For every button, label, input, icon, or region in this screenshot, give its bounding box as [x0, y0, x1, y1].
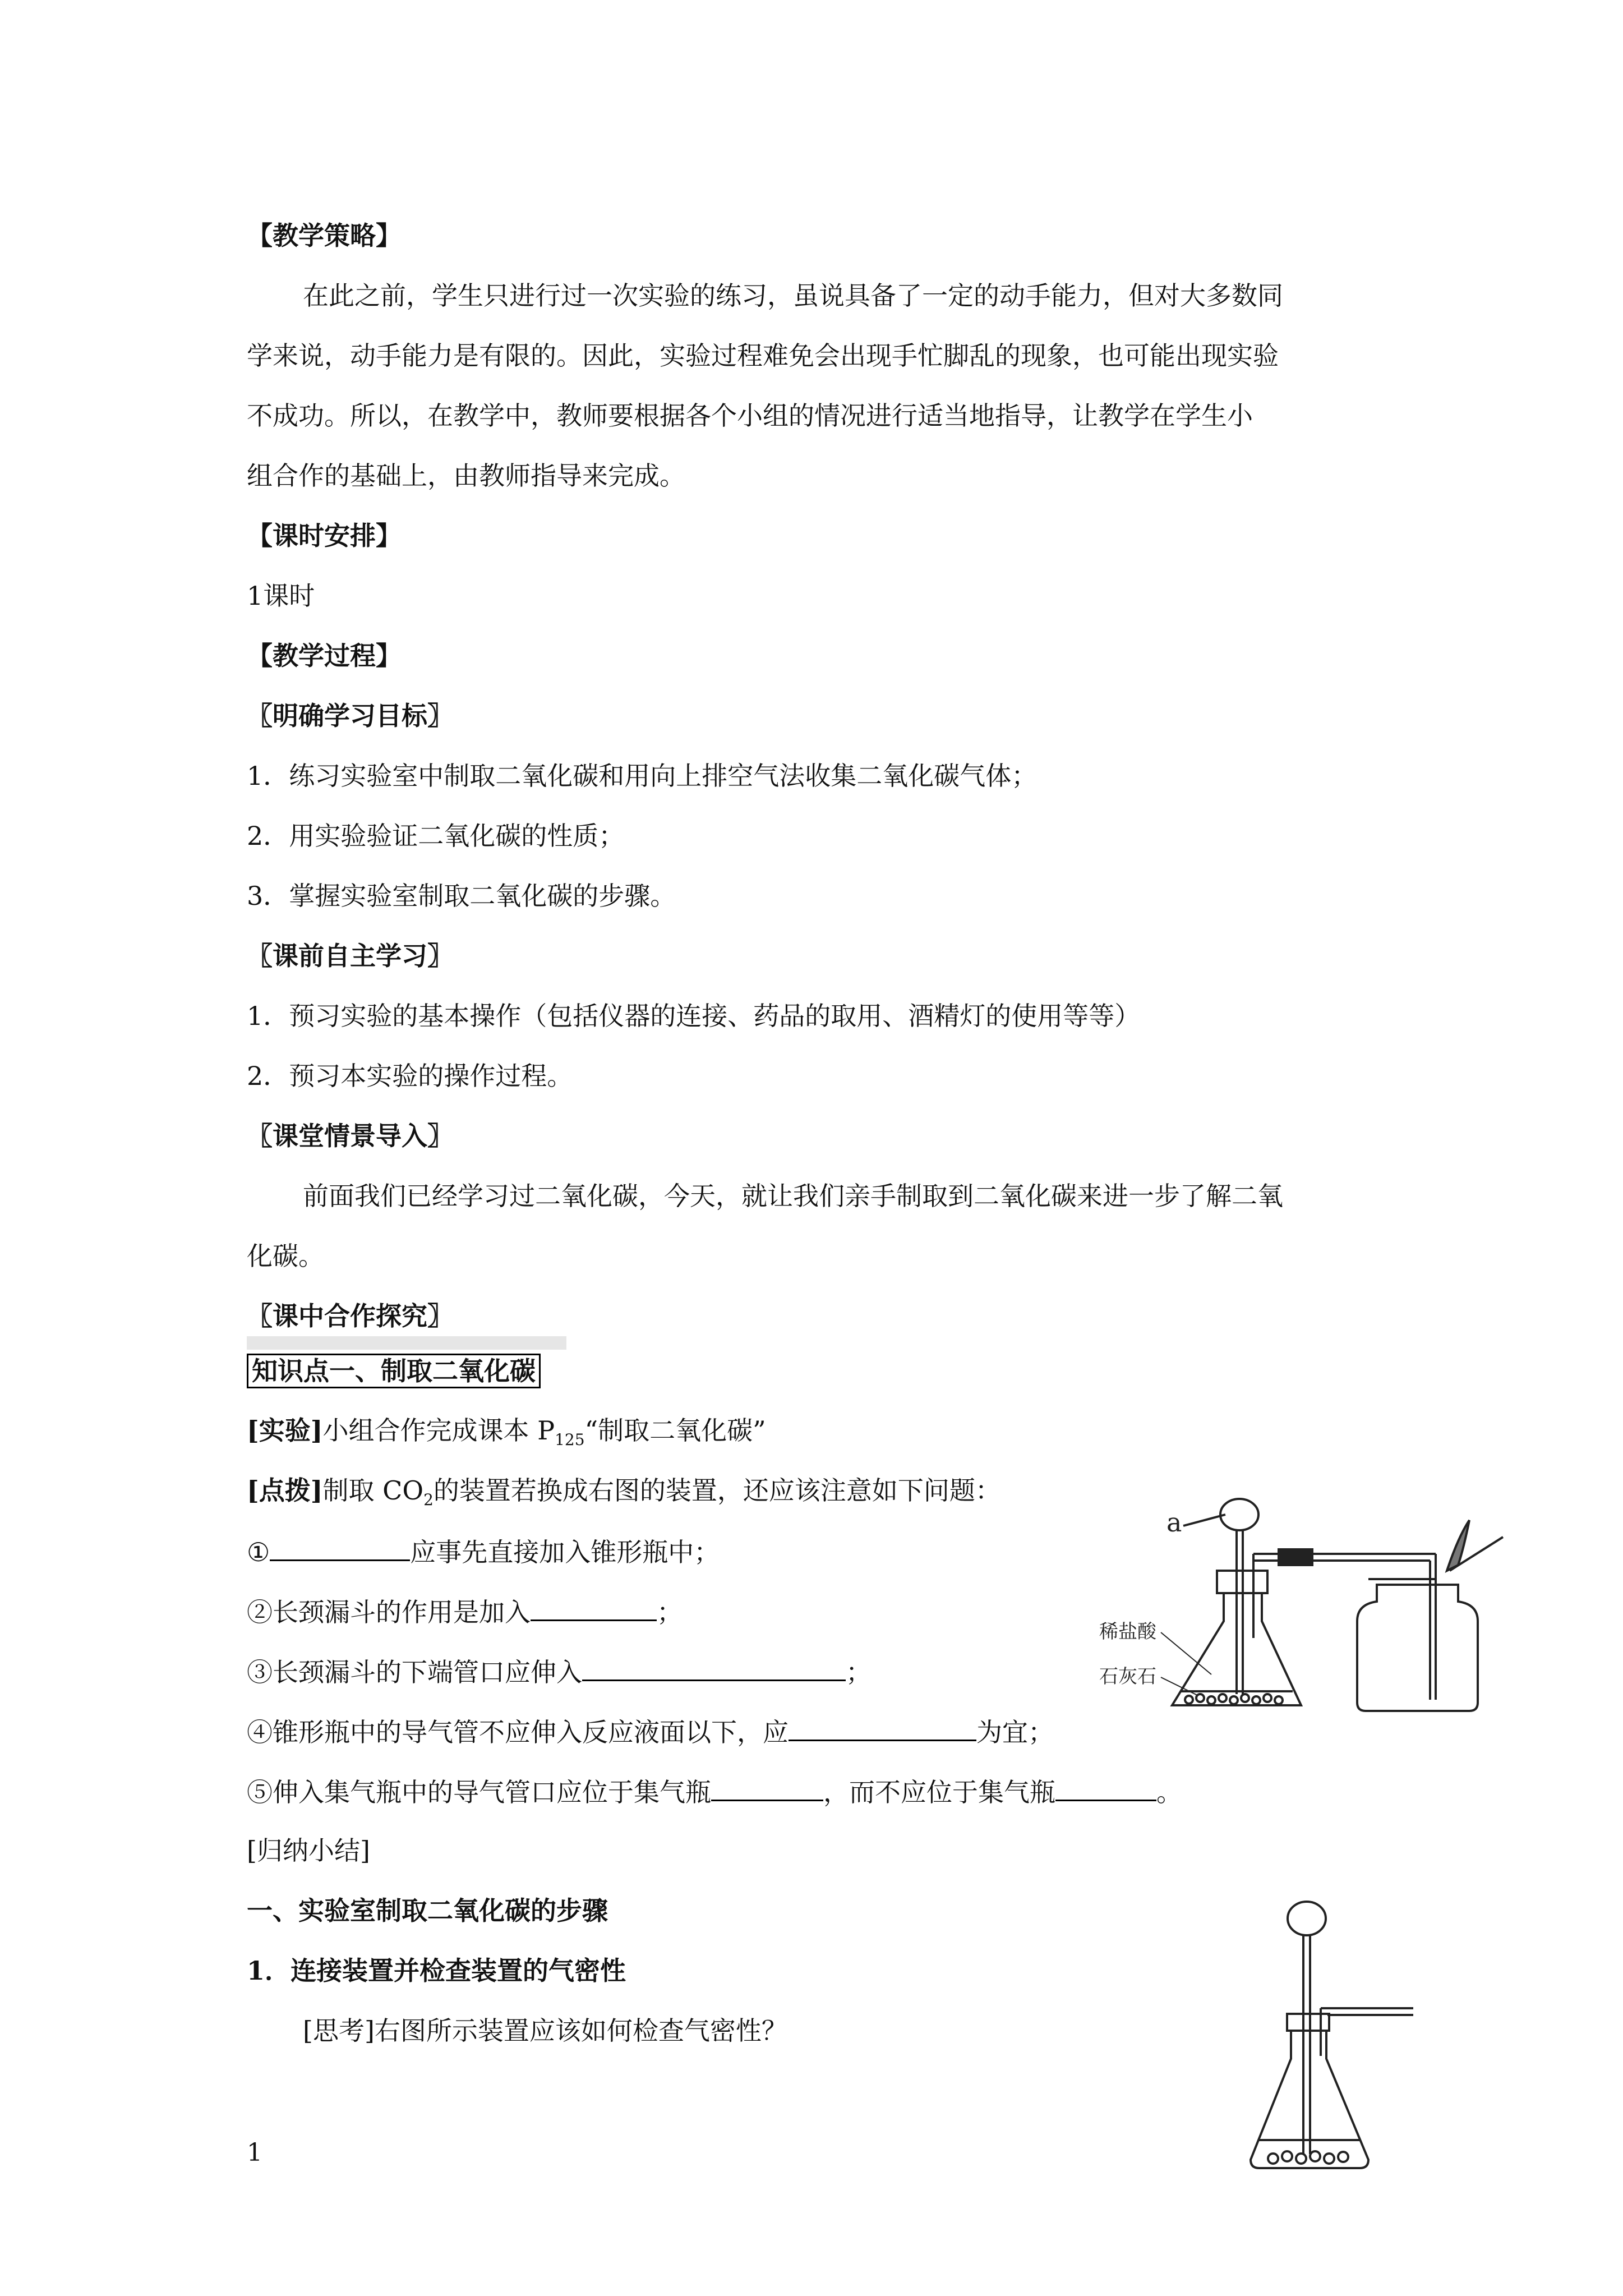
experiment-page-sub: 125	[555, 1430, 585, 1450]
q5-end: 。	[1156, 1777, 1182, 1807]
heading-intro: 〖课堂情景导入〗	[247, 1121, 453, 1151]
q1-text: 应事先直接加入锥形瓶中；	[410, 1537, 720, 1567]
question-3	[247, 1654, 872, 1689]
burning-splint-icon	[1447, 1520, 1469, 1571]
apparatus-figure-1	[1099, 1453, 1525, 1717]
summary-tag: [归纳小结]	[247, 1835, 370, 1866]
question-5	[247, 1774, 1182, 1809]
label-acid: 稀盐酸	[1099, 1621, 1156, 1643]
q4-blank[interactable]	[789, 1714, 976, 1741]
question-4	[247, 1714, 1054, 1749]
heading-schedule: 【课时安排】	[247, 521, 402, 551]
thistle-funnel-bulb-2	[1288, 1902, 1326, 1935]
goal-2: 2．用实验验证二氧化碳的性质；	[247, 821, 625, 851]
q3-text: ③长颈漏斗的下端管口应伸入	[247, 1657, 582, 1687]
q1-marker: ①	[247, 1537, 270, 1567]
strategy-line-4: 组合作的基础上，由教师指导来完成。	[247, 461, 685, 491]
q1-blank[interactable]	[270, 1534, 410, 1561]
strategy-line-1: 在此之前，学生只进行过一次实验的练习，虽说具备了一定的动手能力，但对大多数同	[303, 280, 1283, 311]
gas-collecting-bottle	[1357, 1585, 1478, 1711]
preview-1: 1．预习实验的基本操作（包括仪器的连接、药品的取用、酒精灯的使用等等）	[247, 1001, 1141, 1031]
tip-line	[247, 1474, 1001, 1517]
heading-process: 【教学过程】	[247, 641, 402, 671]
question-2	[247, 1594, 683, 1629]
steps-title: 一、实验室制取二氧化碳的步骤	[247, 1895, 608, 1926]
q4-end: 为宜；	[976, 1717, 1054, 1747]
q5-blank-2[interactable]	[1055, 1774, 1156, 1801]
q5-text-a: ⑤伸入集气瓶中的导气管口应位于集气瓶	[247, 1777, 711, 1807]
knowledge-point-box: 知识点一、制取二氧化碳	[247, 1354, 541, 1388]
apparatus-drawing-1	[1099, 1453, 1525, 1717]
preview-2: 2．预习本实验的操作过程。	[247, 1061, 573, 1091]
tip-co2-sub: 2	[423, 1490, 434, 1510]
page-number: 1	[247, 2138, 262, 2167]
goal-1: 1．练习实验室中制取二氧化碳和用向上排空气法收集二氧化碳气体；	[247, 761, 1038, 791]
heading-strategy: 【教学策略】	[247, 220, 402, 251]
experiment-line	[247, 1414, 766, 1457]
label-limestone: 石灰石	[1099, 1665, 1156, 1688]
q3-end: ；	[846, 1657, 872, 1687]
step-1: 1．连接装置并检查装置的气密性	[247, 1955, 626, 1986]
q5-blank-1[interactable]	[711, 1774, 823, 1801]
stopper-2	[1287, 2014, 1329, 2031]
heading-goals: 〖明确学习目标〗	[247, 701, 453, 731]
shade-bar	[247, 1336, 566, 1350]
q3-blank[interactable]	[582, 1654, 846, 1681]
strategy-line-2: 学来说，动手能力是有限的。因此，实验过程难免会出现手忙脚乱的现象，也可能出现实验	[247, 341, 1279, 371]
q4-text: ④锥形瓶中的导气管不应伸入反应液面以下，应	[247, 1717, 789, 1747]
apparatus-figure-2	[1234, 1890, 1419, 2182]
think-question: [思考]右图所示装置应该如何检查气密性？	[303, 2016, 787, 2046]
heading-preview: 〖课前自主学习〗	[247, 941, 453, 971]
tip-text-b: 的装置若换成右图的装置，还应该注意如下问题：	[433, 1475, 1001, 1506]
question-1	[247, 1534, 720, 1569]
schedule-text: 1课时	[247, 581, 315, 611]
stones-2	[1268, 2151, 1348, 2164]
experiment-text-a: 小组合作完成课本 P	[322, 1415, 555, 1446]
knowledge-point-1	[247, 1354, 541, 1388]
q2-blank[interactable]	[531, 1594, 657, 1621]
tip-text-a: 制取 CO	[322, 1475, 424, 1506]
strategy-line-3: 不成功。所以，在教学中，教师要根据各个小组的情况进行适当地指导，让教学在学生小	[247, 401, 1253, 431]
intro-line-2: 化碳。	[247, 1241, 324, 1271]
thistle-funnel-bulb	[1220, 1499, 1258, 1530]
label-a: a	[1166, 1507, 1182, 1538]
q2-text: ②长颈漏斗的作用是加入	[247, 1597, 531, 1627]
limestone-pieces	[1185, 1694, 1283, 1704]
heading-explore: 〖课中合作探究〗	[247, 1301, 453, 1331]
label-a-leader	[1183, 1515, 1225, 1526]
experiment-tag: [实验]	[247, 1415, 323, 1446]
intro-line-1: 前面我们已经学习过二氧化碳，今天，就让我们亲手制取到二氧化碳来进一步了解二氧	[303, 1181, 1283, 1211]
rubber-connector	[1279, 1549, 1312, 1565]
goal-3: 3．掌握实验室制取二氧化碳的步骤。	[247, 881, 676, 911]
q5-text-b: ，而不应位于集气瓶	[823, 1777, 1055, 1807]
apparatus-drawing-2	[1234, 1890, 1419, 2182]
tip-tag: [点拨]	[247, 1475, 323, 1506]
experiment-text-b: “制取二氧化碳”	[584, 1415, 766, 1446]
q2-end: ；	[657, 1597, 683, 1627]
